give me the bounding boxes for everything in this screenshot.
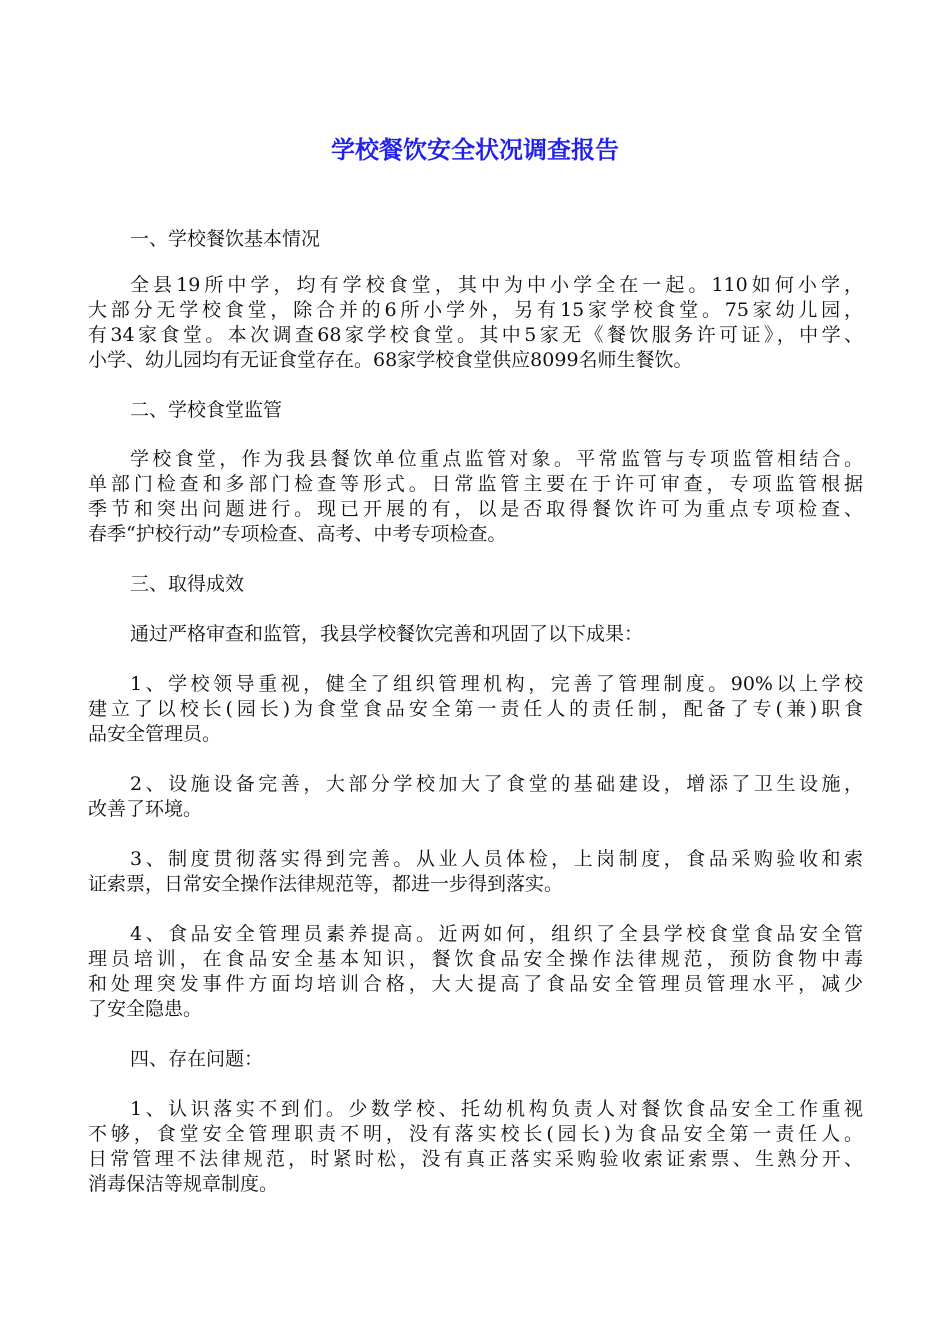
paragraph-line: 1、学校领导重视，健全了组织管理机构，完善了管理制度。90%以上学校 xyxy=(130,673,863,695)
paragraph xyxy=(88,772,863,822)
paragraph xyxy=(88,847,863,897)
paragraph-line: 2、设施设备完善，大部分学校加大了食堂的基础建设，增添了卫生设施， xyxy=(130,773,863,795)
paragraph-line: 和处理突发事件方面均培训合格，大大提高了食品安全管理员管理水平，减少 xyxy=(88,973,863,995)
heading-text: 三、取得成效 xyxy=(130,573,245,595)
section-heading xyxy=(88,1047,863,1072)
heading-text: 一、学校餐饮基本情况 xyxy=(130,228,321,250)
paragraph-line: 了安全隐患。 xyxy=(88,998,203,1020)
paragraph-line: 1、认识落实不到们。少数学校、托幼机构负责人对餐饮食品安全工作重视 xyxy=(130,1098,863,1120)
paragraph-line: 有34家食堂。本次调查68家学校食堂。其中5家无《餐饮服务许可证》，中学、 xyxy=(88,324,863,346)
paragraph-line: 品安全管理员。 xyxy=(88,723,222,745)
paragraph xyxy=(88,672,863,747)
section-heading xyxy=(88,227,863,252)
paragraph-line: 春季“护校行动”专项检查、高考、中考专项检查。 xyxy=(88,523,507,545)
paragraph xyxy=(88,273,863,373)
document-title: 学校餐饮安全状况调查报告 xyxy=(331,136,619,164)
paragraph xyxy=(88,922,863,1022)
paragraph-line: 小学、幼儿园均有无证食堂存在。68家学校食堂供应8099名师生餐饮。 xyxy=(88,349,693,371)
paragraph-line: 学校食堂，作为我县餐饮单位重点监管对象。平常监管与专项监管相结合。 xyxy=(130,448,863,470)
paragraph xyxy=(88,622,863,647)
paragraph-line: 4、食品安全管理员素养提高。近两如何，组织了全县学校食堂食品安全管 xyxy=(130,923,863,945)
paragraph-line: 消毒保洁等规章制度。 xyxy=(88,1173,279,1195)
paragraph-line: 证索票，日常安全操作法律规范等，都进一步得到落实。 xyxy=(88,873,564,895)
paragraph-line: 大部分无学校食堂，除合并的6所小学外，另有15家学校食堂。75家幼儿园， xyxy=(88,299,863,321)
paragraph-line: 单部门检查和多部门检查等形式。日常监管主要在于许可审查，专项监管根据 xyxy=(88,473,863,495)
heading-text: 四、存在问题： xyxy=(130,1048,264,1070)
section-heading xyxy=(88,572,863,597)
paragraph xyxy=(88,1097,863,1197)
paragraph-line: 建立了以校长(园长)为食堂食品安全第一责任人的责任制，配备了专(兼)职食 xyxy=(88,698,863,720)
paragraph-line: 日常管理不法律规范，时紧时松，没有真正落实采购验收索证索票、生熟分开、 xyxy=(88,1148,863,1170)
paragraph-line: 季节和突出问题进行。现已开展的有，以是否取得餐饮许可为重点专项检查、 xyxy=(88,498,863,520)
paragraph-line: 3、制度贯彻落实得到完善。从业人员体检，上岗制度，食品采购验收和索 xyxy=(130,848,863,870)
section-heading xyxy=(88,398,863,423)
heading-text: 二、学校食堂监管 xyxy=(130,399,283,421)
paragraph xyxy=(88,447,863,547)
paragraph-line: 理员培训，在食品安全基本知识，餐饮食品安全操作法律规范，预防食物中毒 xyxy=(88,948,863,970)
paragraph-line: 通过严格审查和监管，我县学校餐饮完善和巩固了以下成果： xyxy=(130,623,644,645)
paragraph-line: 不够，食堂安全管理职责不明，没有落实校长(园长)为食品安全第一责任人。 xyxy=(88,1123,863,1145)
paragraph-line: 全县19所中学，均有学校食堂，其中为中小学全在一起。110如何小学， xyxy=(130,274,863,296)
paragraph-line: 改善了环境。 xyxy=(88,798,203,820)
